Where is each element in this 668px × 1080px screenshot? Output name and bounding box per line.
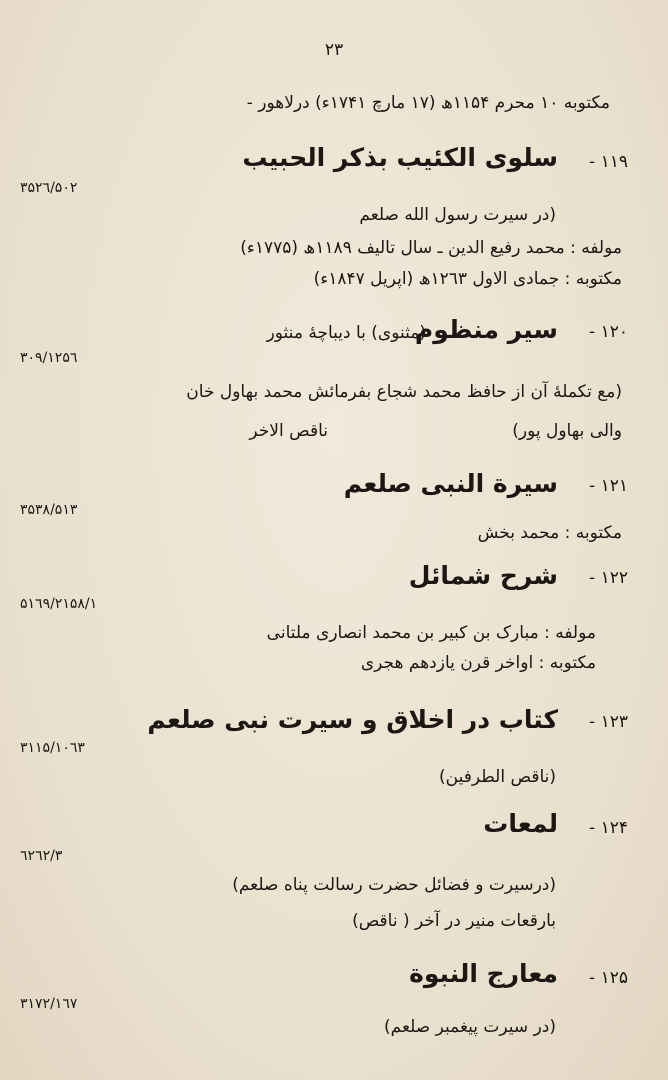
entry-125-line-1: (در سیرت پیغمبر صلعم) bbox=[384, 1017, 556, 1037]
entry-119-line-1: (در سیرت رسول الله صلعم bbox=[359, 205, 556, 225]
entry-122-title: شرح شمائل bbox=[408, 561, 558, 590]
entry-119-line-2: مولفه : محمد رفیع الدین ـ سال تالیف ۱۱۸۹ھ (۱۷۷۵ء) bbox=[240, 238, 622, 258]
page-number: ۲۳ bbox=[324, 40, 344, 60]
entry-122-line-1: مولفه : مبارک بن کبیر بن محمد انصاری ملتانی bbox=[266, 623, 596, 643]
entry-120-line-2: والی بهاول پور) bbox=[512, 421, 622, 441]
entry-124-call-number: ٦۲٦۲/۳ bbox=[20, 848, 63, 864]
entry-120-line-1: (مع تکملهٔ آن از حافظ محمد شجاع بفرمائش محمد بهاول خان bbox=[186, 382, 622, 402]
entry-121-line-1: مکتوبه : محمد بخش bbox=[477, 523, 622, 543]
entry-123-number: ۱۲۳ - bbox=[589, 712, 628, 732]
entry-121-number: ۱۲۱ - bbox=[589, 476, 628, 496]
entry-125-title: معارج النبوة bbox=[409, 959, 558, 988]
entry-125-number: ۱۲۵ - bbox=[589, 968, 628, 988]
entry-121-call-number: ۳۵۳۸/۵۱۳ bbox=[20, 502, 78, 518]
entry-124-number: ۱۲۴ - bbox=[589, 818, 628, 838]
entry-119-line-3: مکتوبه : جمادی الاول ۱۲٦۳ھ (اپریل ۱۸۴۷ء) bbox=[313, 269, 622, 289]
entry-120-title: سیر منظوم bbox=[414, 315, 558, 344]
entry-123-title: کتاب در اخلاق و سیرت نبی صلعم bbox=[147, 705, 558, 734]
entry-124-title: لمعات bbox=[483, 809, 558, 838]
top-line: مکتوبه ۱۰ محرم ۱۱۵۴ھ (۱۷ مارچ ۱۷۴۱ء) درلاهور - bbox=[246, 93, 610, 113]
entry-119-number: ۱۱۹ - bbox=[589, 152, 628, 172]
entry-120-title-suffix: (مثنوی) با دیباچهٔ منثور bbox=[266, 323, 426, 343]
entry-125-call-number: ۳۱۷۲/۱٦۷ bbox=[20, 996, 78, 1012]
entry-120-line-3: ناقص الاخر bbox=[249, 421, 328, 441]
entry-122-line-2: مکتوبه : اواخر قرن یازدهم هجری bbox=[360, 653, 596, 673]
entry-119-call-number: ۳۵۲٦/۵۰۲ bbox=[20, 180, 78, 196]
entry-121-title: سیرة النبی صلعم bbox=[343, 469, 558, 498]
entry-119-title: سلوی الکئیب بذکر الحبیب bbox=[242, 143, 558, 172]
entry-123-call-number: ۳۱۱۵/۱۰٦۳ bbox=[20, 740, 85, 756]
entry-120-number: ۱۲۰ - bbox=[589, 322, 628, 342]
entry-124-line-1: (درسیرت و فضائل حضرت رسالت پناه صلعم) bbox=[232, 875, 556, 895]
entry-122-call-number: ۵۱٦۹/۲۱۵۸/۱ bbox=[20, 596, 98, 612]
entry-124-line-2: بارقعات منیر در آخر ( ناقص) bbox=[352, 911, 556, 931]
entry-123-line-1: (ناقص الطرفین) bbox=[439, 767, 556, 787]
entry-120-call-number: ۳۰۹/۱۲۵٦ bbox=[20, 350, 78, 366]
entry-122-number: ۱۲۲ - bbox=[589, 568, 628, 588]
